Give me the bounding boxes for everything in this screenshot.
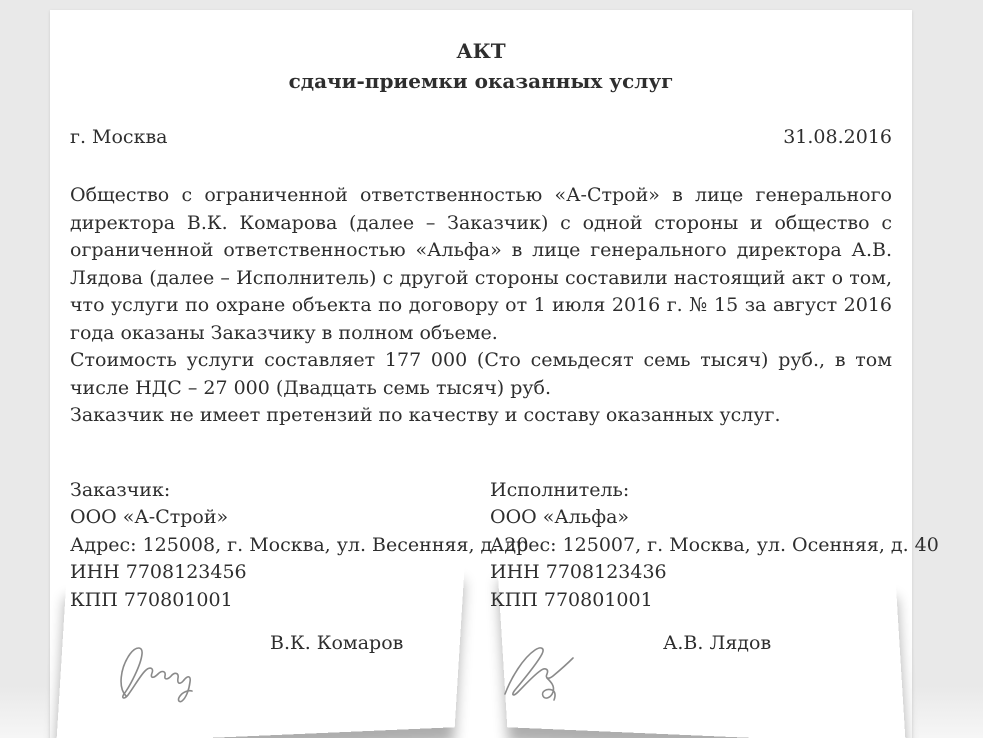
body-paragraph: Общество с ограниченной ответственностью «А-Строй» в лице генерального директора В.К. Комарова (далее – Заказчик) с одной стороны и общество с ограниченной ответственностью «Альфа» в лице генерального директора А.В. Лядова (далее – Исполнитель) с другой стороны составили настоящий акт о том, что услуги по охране объекта по договору от 1 июля 2016 г. № 15 за август 2016 года оказаны Заказчику в полном объеме.	[70, 184, 892, 344]
customer-signature-image	[112, 638, 212, 710]
body-paragraph: Заказчик не имеет претензий по качеству и составу оказанных услуг.	[70, 404, 781, 426]
document-page	[50, 10, 939, 738]
contractor-company: ООО «Альфа»	[490, 506, 630, 528]
contractor-signatory-name: А.В. Лядов	[663, 632, 772, 654]
customer-signature-block	[70, 630, 481, 710]
contractor-details	[490, 477, 939, 615]
contractor-kpp: КПП 770801001	[490, 588, 653, 611]
document-subtitle: сдачи-приемки оказанных услуг	[288, 69, 674, 93]
contractor-inn: ИНН 7708123436	[490, 561, 667, 583]
body-paragraph: Стоимость услуги составляет 177 000 (Сто семьдесят семь тысяч) руб., в том числе НДС – 27 000 (Двадцать семь тысяч) руб.	[70, 349, 892, 399]
customer-company: ООО «А-Строй»	[70, 506, 229, 528]
customer-details	[70, 477, 529, 615]
document-city: г. Москва	[70, 126, 168, 148]
customer-kpp: КПП 770801001	[70, 588, 233, 611]
document-title: АКТ	[456, 39, 506, 63]
document-body	[70, 182, 892, 430]
document-meta-row	[70, 124, 892, 151]
customer-role-label: Заказчик:	[70, 478, 171, 501]
contractor-signature-block	[481, 630, 892, 710]
document-date: 31.08.2016	[783, 126, 892, 148]
contractor-role-label: Исполнитель:	[490, 478, 630, 501]
customer-address: Адрес: 125008, г. Москва, ул. Весенняя, д. 20	[70, 533, 529, 556]
signatures-row	[70, 630, 892, 710]
parties-details	[70, 477, 939, 615]
customer-inn: ИНН 7708123456	[70, 561, 247, 583]
document-header	[70, 36, 892, 96]
contractor-signature-image	[497, 638, 597, 710]
contractor-address: Адрес: 125007, г. Москва, ул. Осенняя, д. 40	[490, 533, 939, 556]
customer-signatory-name: В.К. Комаров	[270, 632, 404, 654]
